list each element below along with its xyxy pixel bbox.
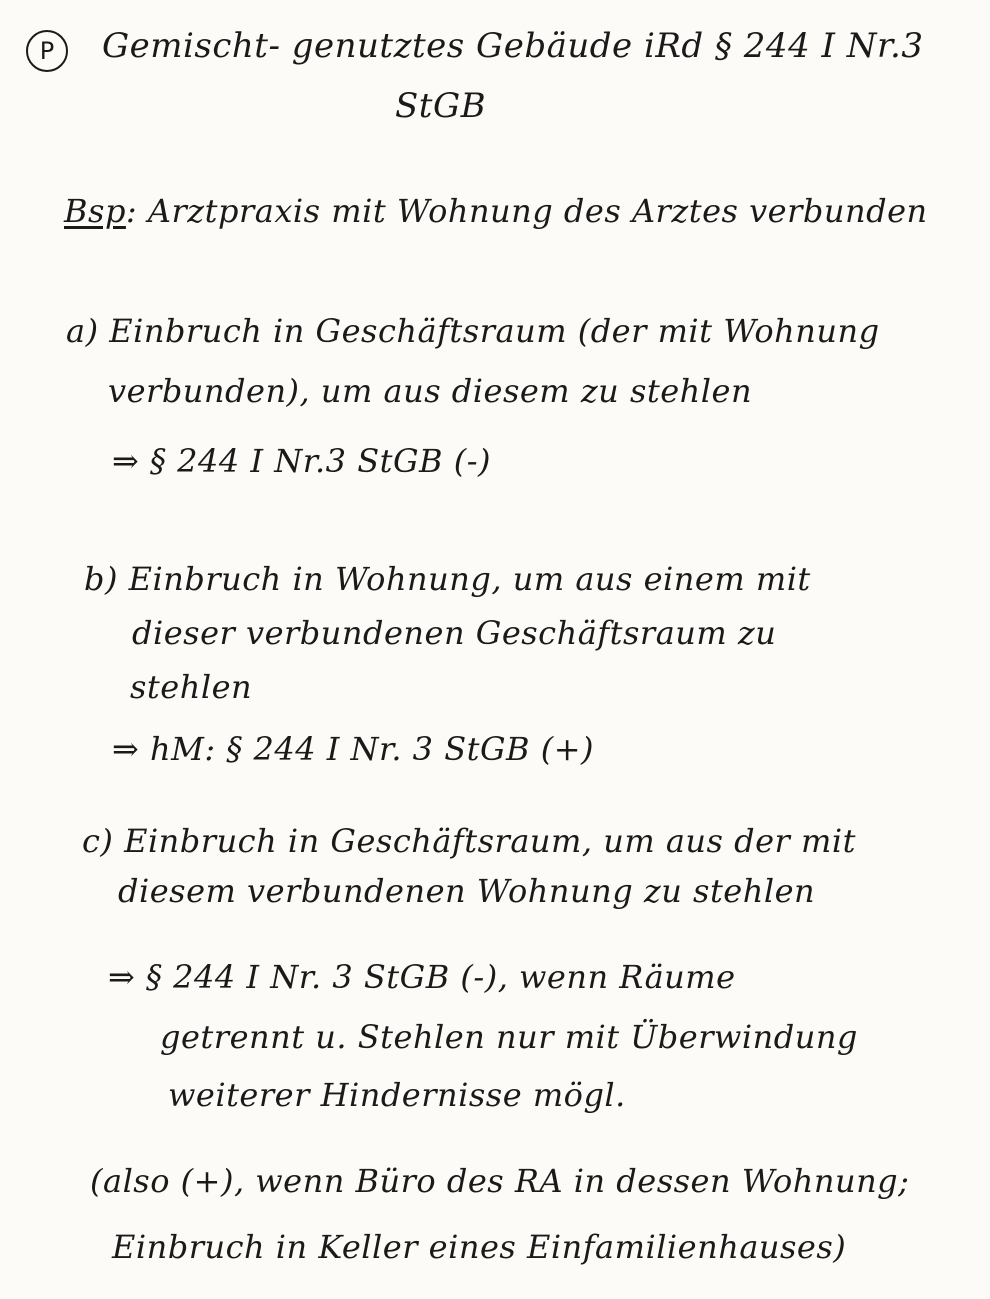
case-b-line-1: b) Einbruch in Wohnung, um aus einem mit	[84, 560, 811, 598]
case-c-line-1: c) Einbruch in Geschäftsraum, um aus der mit	[82, 822, 856, 860]
remark-line-1: (also (+), wenn Büro des RA in dessen Wohnung;	[90, 1162, 910, 1200]
case-b-result: ⇒ hM: § 244 I Nr. 3 StGB (+)	[112, 730, 595, 768]
title-line-2: StGB	[395, 86, 487, 126]
circled-p-marker	[26, 30, 68, 72]
case-c-result-1: ⇒ § 244 I Nr. 3 StGB (-), wenn Räume	[108, 958, 736, 996]
example-label: Bsp	[64, 192, 126, 230]
case-a-line-1: a) Einbruch in Geschäftsraum (der mit Wohnung	[66, 312, 880, 350]
marker-letter: P	[39, 37, 55, 65]
remark-line-2: Einbruch in Keller eines Einfamilienhauses)	[112, 1228, 847, 1266]
case-c-result-3: weiterer Hindernisse mögl.	[168, 1076, 626, 1114]
case-a-line-2: verbunden), um aus diesem zu stehlen	[108, 372, 753, 410]
case-c-result-2: getrennt u. Stehlen nur mit Überwindung	[160, 1018, 858, 1056]
case-b-line-3: stehlen	[130, 668, 253, 706]
example-text: : Arztpraxis mit Wohnung des Arztes verbunden	[125, 192, 928, 230]
case-c-line-2: diesem verbundenen Wohnung zu stehlen	[118, 872, 816, 910]
example-line	[64, 192, 928, 230]
case-a-result: ⇒ § 244 I Nr.3 StGB (-)	[112, 442, 492, 480]
title-line-1: Gemischt- genutztes Gebäude iRd § 244 I Nr.3	[102, 26, 924, 66]
case-b-line-2: dieser verbundenen Geschäftsraum zu	[132, 614, 777, 652]
